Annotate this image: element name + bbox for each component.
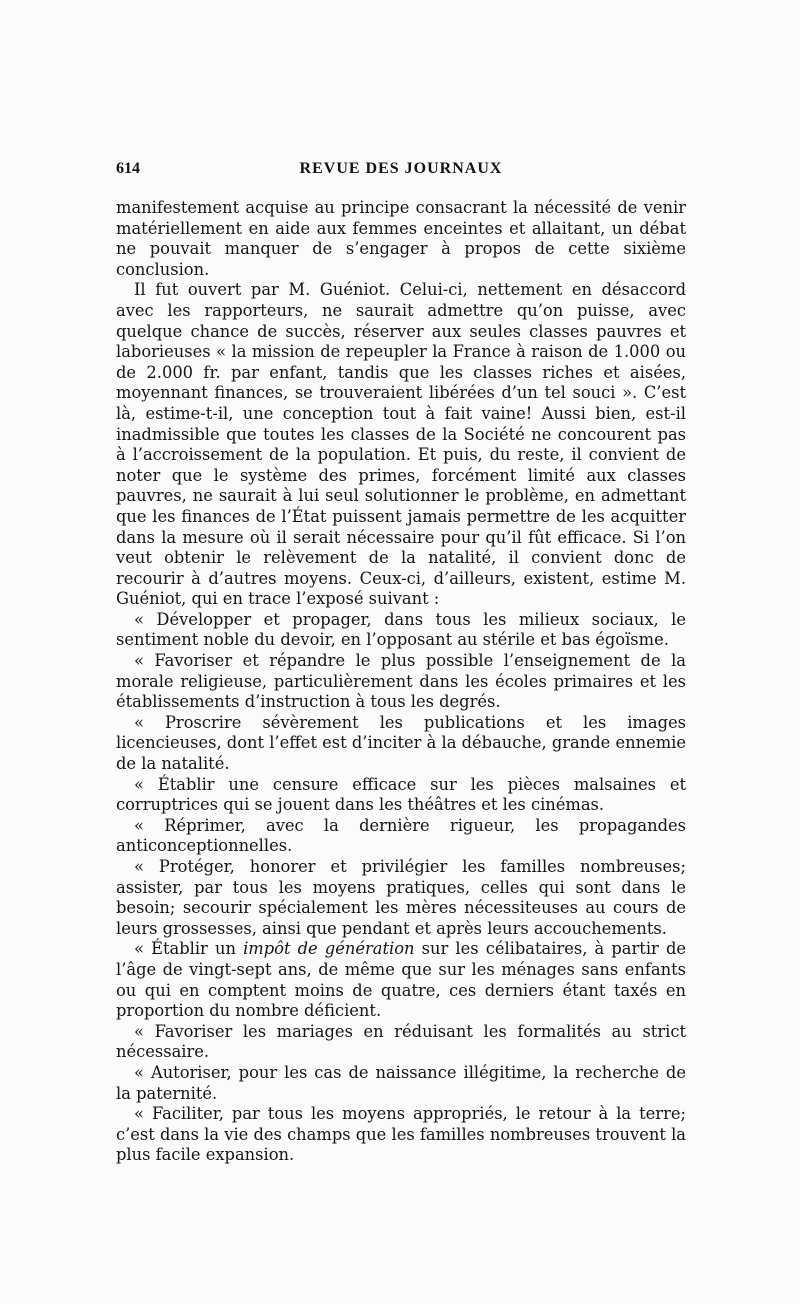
- list-item: « Réprimer, avec la dernière rigueur, les propagandes anticonceptionnelles.: [116, 815, 686, 856]
- paragraph: Il fut ouvert par M. Guéniot. Celui-ci, nettement en désaccord avec les rapporteurs, ne saurait admettre qu’on puisse, avec quelque chance de succès, réserver aux seules classes pauvres et laborieuses « la mission de repeupler la France à raison de 1.000 ou de 2.000 fr. par enfant, tandis que les classes riches et aisées, moyennant finances, se trouveraient libérées d’un tel souci ». C’est là, estime-t-il, une conception tout à fait vaine! Aussi bien, est-il inadmissible que toutes les classes de la Société ne concourent pas à l’accroissement de la population. Et puis, du reste, il convient de noter que le système des primes, forcément limité aux classes pauvres, ne saurait à lui seul solutionner le problème, en admettant que les finances de l’État puissent jamais permettre de les acquitter dans la mesure où il serait nécessaire pour qu’il fût efficace. Si l’on veut obtenir le relèvement de la natalité, il convient donc de recourir à d’autres moyens. Ceux-ci, d’ailleurs, existent, estime M. Guéniot, qui en trace l’exposé suivant :: [116, 280, 686, 609]
- running-title: REVUE DES JOURNAUX: [299, 160, 503, 177]
- list-item: « Favoriser et répandre le plus possible l’enseignement de la morale religieuse, particulièrement dans les écoles primaires et les établissements d’instruction à tous les degrés.: [116, 651, 686, 712]
- text-segment: « Établir un: [134, 939, 244, 959]
- list-item: « Favoriser les mariages en réduisant les formalités au strict nécessaire.: [116, 1021, 686, 1062]
- body-text: [116, 198, 686, 1166]
- list-item: « Faciliter, par tous les moyens appropriés, le retour à la terre; c’est dans la vie des champs que les familles nombreuses trouvent la plus facile expansion.: [116, 1104, 686, 1165]
- list-item: « Établir une censure efficace sur les pièces malsaines et corruptrices qui se jouent dans les théâtres et les cinémas.: [116, 774, 686, 815]
- document-page: [116, 160, 686, 1166]
- page-header: [116, 160, 686, 180]
- list-item: « Protéger, honorer et privilégier les familles nombreuses; assister, par tous les moyens pratiques, celles qui sont dans le besoin; secourir spécialement les mères nécessiteuses au cours de leurs grossesses, ainsi que pendant et après leurs accouchements.: [116, 857, 686, 938]
- paragraph: manifestement acquise au principe consacrant la nécessité de venir matériellement en aide aux femmes enceintes et allaitant, un débat ne pouvait manquer de s’engager à propos de cette sixième conclusion.: [116, 198, 686, 279]
- text-segment: sur les célibataires, à partir de l’âge de vingt-sept ans, de même que sur les ménages sans enfants ou qui en comptent moins de quatre, ces derniers étant taxés en proportion du nombre déficient.: [116, 939, 687, 1021]
- list-item: « Autoriser, pour les cas de naissance illégitime, la recherche de la paternité.: [116, 1062, 686, 1103]
- italic-term: impôt de génération: [243, 939, 415, 959]
- list-item: « Proscrire sévèrement les publications et les images licencieuses, dont l’effet est d’inciter à la débauche, grande ennemie de la natalité.: [116, 712, 687, 774]
- list-item: [116, 939, 686, 1021]
- page-number: 614: [116, 160, 140, 177]
- list-item: « Développer et propager, dans tous les milieux sociaux, le sentiment noble du devoir, en l’opposant au stérile et bas égoïsme.: [116, 609, 686, 650]
